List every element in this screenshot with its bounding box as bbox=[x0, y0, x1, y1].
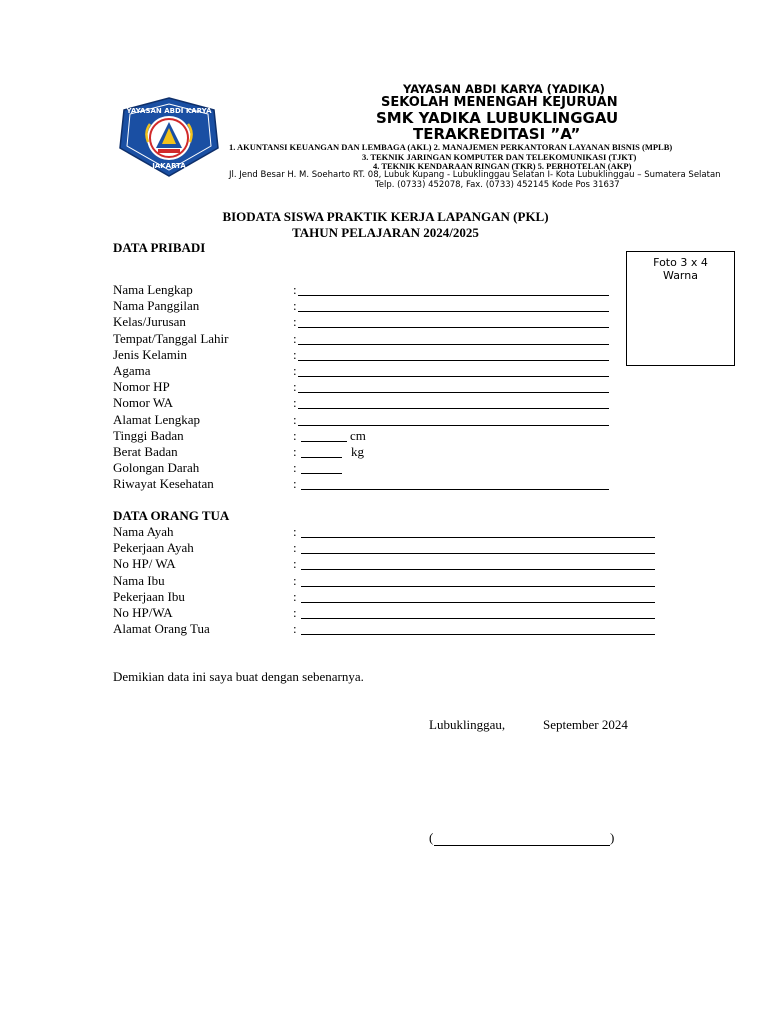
personal-field-input-line[interactable] bbox=[298, 376, 609, 377]
parent-field-label: No HP/ WA bbox=[113, 556, 176, 572]
parent-field-input-line[interactable] bbox=[301, 586, 655, 587]
personal-field-input-line[interactable] bbox=[301, 489, 609, 490]
foundation-name: YAYASAN ABDI KARYA (YADIKA) bbox=[403, 82, 605, 96]
personal-field-colon: : bbox=[293, 379, 297, 395]
parent-field-label: No HP/WA bbox=[113, 605, 173, 620]
signature-place: Lubuklinggau, bbox=[429, 717, 506, 732]
address-line-2: Telp. (0733) 452078, Fax. (0733) 452145 Kode Pos 31637 bbox=[375, 180, 620, 190]
personal-field-colon: : bbox=[293, 476, 297, 492]
personal-field-input-line[interactable] bbox=[301, 457, 342, 458]
personal-field-colon: : bbox=[293, 363, 297, 378]
closing-statement: Demikian data ini saya buat dengan sebenarnya. bbox=[113, 669, 364, 684]
personal-field-input-line[interactable] bbox=[298, 344, 609, 345]
personal-field-colon: : bbox=[293, 444, 297, 459]
academic-year: TAHUN PELAJARAN 2024/2025 bbox=[292, 225, 479, 240]
photo-color-label: Warna bbox=[663, 269, 698, 282]
personal-field-label: Jenis Kelamin bbox=[113, 346, 188, 362]
parent-field-label: Alamat Orang Tua bbox=[113, 621, 210, 637]
personal-field-input-line[interactable] bbox=[298, 392, 609, 393]
parent-field-colon: : bbox=[293, 572, 297, 588]
personal-field-label: Berat Badan bbox=[113, 444, 178, 459]
personal-field-input-line[interactable] bbox=[301, 441, 347, 442]
yayasan-seal-icon bbox=[118, 96, 220, 178]
parent-field-input-line[interactable] bbox=[301, 618, 655, 619]
personal-field-input-line[interactable] bbox=[298, 360, 609, 361]
personal-field-colon: : bbox=[293, 427, 297, 443]
parent-data-heading: DATA ORANG TUA bbox=[113, 508, 230, 523]
personal-field-input-line[interactable] bbox=[298, 295, 609, 296]
personal-field-label: Nama Panggilan bbox=[113, 298, 200, 314]
personal-field-label: Alamat Lengkap bbox=[113, 411, 200, 427]
programs-line-1: 1. AKUNTANSI KEUANGAN DAN LEMBAGA (AKL) 2. MANAJEMEN PERKANTORAN LAYANAN BISNIS (MPLB) bbox=[229, 142, 673, 152]
personal-field-label: Golongan Darah bbox=[113, 460, 200, 476]
personal-field-colon: : bbox=[293, 330, 297, 346]
personal-field-colon: : bbox=[293, 346, 297, 362]
personal-field-input-line[interactable] bbox=[298, 327, 609, 328]
parent-field-colon: : bbox=[293, 524, 297, 539]
personal-field-label: Tempat/Tanggal Lahir bbox=[113, 330, 229, 346]
personal-field-colon: : bbox=[293, 298, 297, 314]
personal-field-input-line[interactable] bbox=[298, 425, 609, 426]
personal-field-label: Riwayat Kesehatan bbox=[113, 476, 214, 492]
programs-line-2: 3. TEKNIK JARINGAN KOMPUTER DAN TELEKOMUNIKASI (TJKT) bbox=[362, 152, 637, 162]
personal-field-label: Agama bbox=[113, 363, 151, 378]
address-line-1: Jl. Jend Besar H. M. Soeharto RT. 08, Lubuk Kupang - Lubuklinggau Selatan I- Kota Lubuklinggau – Sumatera Selatan bbox=[229, 170, 721, 180]
personal-field-label: Nama Lengkap bbox=[113, 282, 193, 297]
form-title: BIODATA SISWA PRAKTIK KERJA LAPANGAN (PKL) bbox=[222, 209, 549, 224]
personal-field-unit: kg bbox=[351, 444, 364, 459]
signature-open-paren: ( bbox=[429, 830, 434, 845]
parent-field-input-line[interactable] bbox=[301, 553, 655, 554]
signature-line[interactable] bbox=[434, 845, 610, 846]
parent-field-label: Nama Ayah bbox=[113, 524, 174, 539]
school-name: SMK YADIKA LUBUKLINGGAU bbox=[376, 109, 619, 127]
parent-field-label: Nama Ibu bbox=[113, 572, 165, 588]
parent-field-colon: : bbox=[293, 621, 297, 637]
personal-field-colon: : bbox=[293, 460, 297, 476]
programs-line-3: 4. TEKNIK KENDARAAN RINGAN (TKR) 5. PERHOTELAN (AKP) bbox=[373, 161, 632, 171]
personal-field-colon: : bbox=[293, 395, 297, 411]
personal-field-label: Nomor WA bbox=[113, 395, 174, 411]
signature-close-paren: ) bbox=[610, 830, 615, 845]
svg-text:JAKARTA: JAKARTA bbox=[152, 162, 186, 170]
personal-field-input-line[interactable] bbox=[298, 408, 609, 409]
personal-data-heading: DATA PRIBADI bbox=[113, 240, 206, 255]
parent-field-colon: : bbox=[293, 540, 297, 556]
personal-field-colon: : bbox=[293, 411, 297, 427]
parent-field-label: Pekerjaan Ayah bbox=[113, 540, 194, 556]
parent-field-input-line[interactable] bbox=[301, 569, 655, 570]
personal-field-label: Nomor HP bbox=[113, 379, 170, 395]
parent-field-input-line[interactable] bbox=[301, 602, 655, 603]
personal-field-input-line[interactable] bbox=[301, 473, 342, 474]
personal-field-input-line[interactable] bbox=[298, 311, 609, 312]
svg-text:YAYASAN ABDI KARYA: YAYASAN ABDI KARYA bbox=[126, 107, 212, 115]
parent-field-colon: : bbox=[293, 605, 297, 620]
school-type: SEKOLAH MENENGAH KEJURUAN bbox=[381, 95, 618, 110]
personal-field-colon: : bbox=[293, 314, 297, 330]
personal-field-unit: cm bbox=[350, 427, 366, 443]
parent-field-input-line[interactable] bbox=[301, 634, 655, 635]
parent-field-label: Pekerjaan Ibu bbox=[113, 588, 185, 604]
accreditation: TERAKREDITASI ”A” bbox=[413, 125, 581, 143]
personal-field-label: Tinggi Badan bbox=[113, 427, 184, 443]
personal-field-label: Kelas/Jurusan bbox=[113, 314, 186, 330]
signature-date: September 2024 bbox=[543, 717, 628, 732]
school-logo bbox=[118, 96, 220, 178]
parent-field-colon: : bbox=[293, 556, 297, 572]
photo-size-label: Foto 3 x 4 bbox=[653, 256, 708, 269]
photo-box bbox=[626, 251, 735, 366]
parent-field-colon: : bbox=[293, 588, 297, 604]
personal-field-colon: : bbox=[293, 282, 297, 297]
parent-field-input-line[interactable] bbox=[301, 537, 655, 538]
